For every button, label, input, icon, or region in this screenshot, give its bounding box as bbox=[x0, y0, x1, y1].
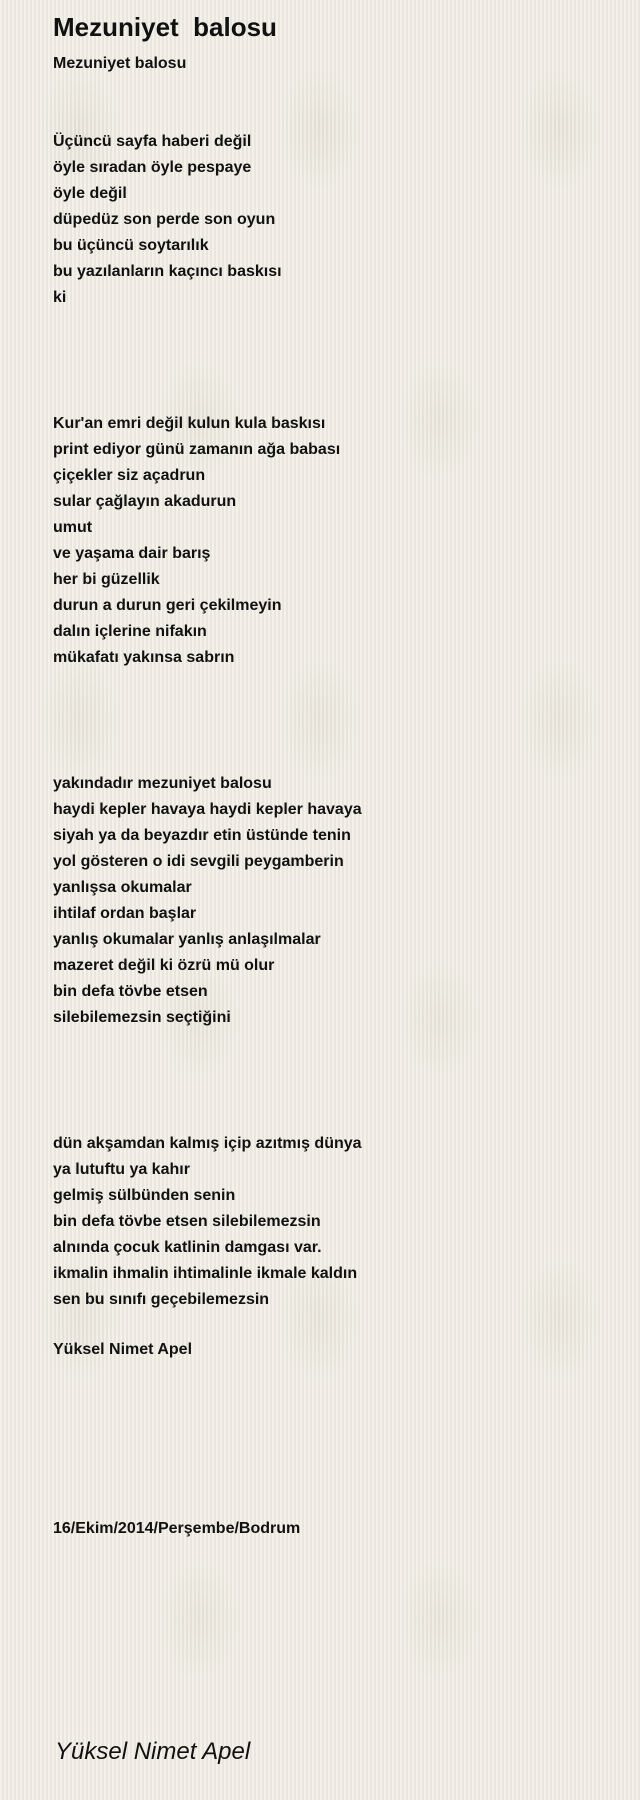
poem-line: ya lutuftu ya kahır bbox=[53, 1161, 190, 1178]
stanza-1 bbox=[53, 129, 282, 311]
poem-line: silebilemezsin seçtiğini bbox=[53, 1009, 231, 1026]
stanza-2 bbox=[53, 411, 340, 671]
poem-line: print ediyor günü zamanın ağa babası bbox=[53, 441, 341, 458]
poem-line: ve yaşama dair barış bbox=[53, 545, 211, 562]
poem-line: yakındadır mezuniyet balosu bbox=[53, 775, 272, 792]
poem-line: her bi güzellik bbox=[53, 571, 160, 588]
poem-line: çiçekler siz açadrun bbox=[53, 467, 206, 484]
stanza-4 bbox=[53, 1131, 362, 1313]
poem-line: dalın içlerine nifakın bbox=[53, 623, 207, 640]
poem-line: yol gösteren o idi sevgili peygamberin bbox=[53, 853, 344, 870]
poem-line: düpedüz son perde son oyun bbox=[53, 211, 276, 228]
poem-title: Mezuniyet balosu bbox=[53, 12, 277, 42]
poem-line: bu üçüncü soytarılık bbox=[53, 237, 209, 254]
poem-line: haydi kepler havaya haydi kepler havaya bbox=[53, 801, 362, 818]
poem-line: sular çağlayın akadurun bbox=[53, 493, 237, 510]
poem-line: gelmiş sülbünden senin bbox=[53, 1187, 236, 1204]
poem-line: dün akşamdan kalmış içip azıtmış dünya bbox=[53, 1135, 362, 1152]
poem-line: Kur'an emri değil kulun kula baskısı bbox=[53, 415, 326, 432]
poem-line: ihtilaf ordan başlar bbox=[53, 905, 197, 922]
poem-line: umut bbox=[53, 519, 93, 536]
poem-author: Yüksel Nimet Apel bbox=[53, 1341, 193, 1358]
poem-line: alnında çocuk katlinin damgası var. bbox=[53, 1239, 322, 1256]
poem-line: mazeret değil ki özrü mü olur bbox=[53, 957, 275, 974]
author-signature: Yüksel Nimet Apel bbox=[55, 1738, 251, 1765]
poem-line: sen bu sınıfı geçebilemezsin bbox=[53, 1291, 270, 1308]
poem-line: yanlış okumalar yanlış anlaşılmalar bbox=[53, 931, 321, 948]
poem-line: ki bbox=[53, 289, 67, 306]
poem-line: bin defa tövbe etsen bbox=[53, 983, 208, 1000]
poem-subtitle: Mezuniyet balosu bbox=[53, 55, 187, 72]
stanza-3 bbox=[53, 771, 362, 1031]
poem-line: bin defa tövbe etsen silebilemezsin bbox=[53, 1213, 321, 1230]
poem-date: 16/Ekim/2014/Perşembe/Bodrum bbox=[53, 1520, 301, 1537]
poem-line: yanlışsa okumalar bbox=[53, 879, 192, 896]
poem-line: siyah ya da beyazdır etin üstünde tenin bbox=[53, 827, 351, 844]
poem-line: mükafatı yakınsa sabrın bbox=[53, 649, 235, 666]
poem-line: öyle sıradan öyle pespaye bbox=[53, 159, 252, 176]
poem-line: öyle değil bbox=[53, 185, 127, 202]
poem-page bbox=[53, 0, 623, 1800]
poem-line: durun a durun geri çekilmeyin bbox=[53, 597, 282, 614]
poem-line: ikmalin ihmalin ihtimalinle ikmale kaldın bbox=[53, 1265, 358, 1282]
poem-line: bu yazılanların kaçıncı baskısı bbox=[53, 263, 282, 280]
poem-line: Üçüncü sayfa haberi değil bbox=[53, 133, 252, 150]
